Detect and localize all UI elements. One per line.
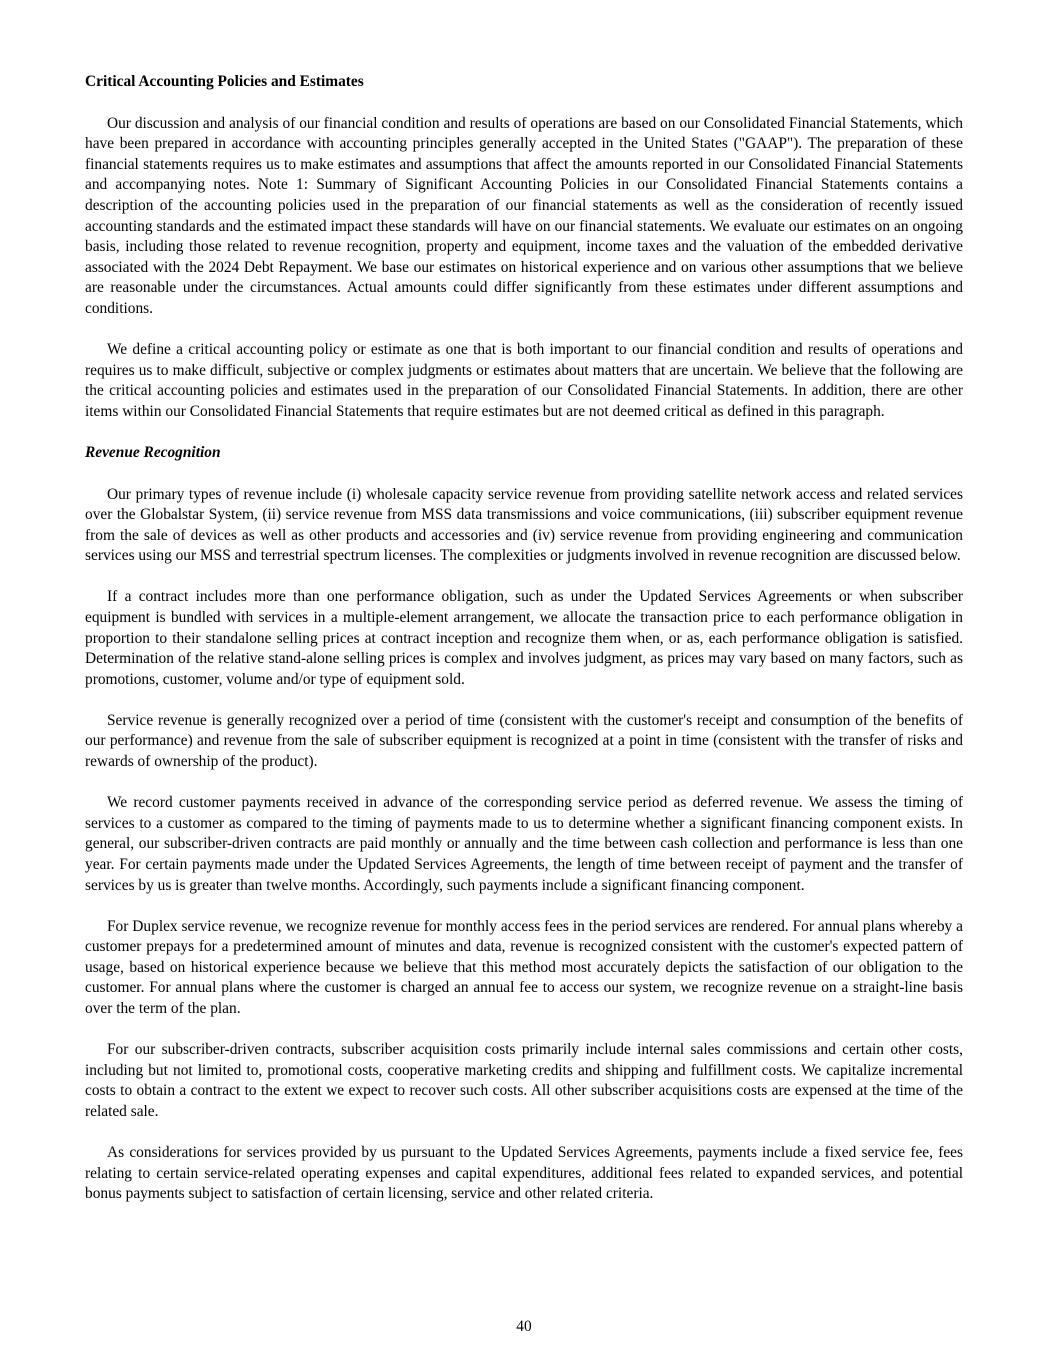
paragraph-intro-1: Our discussion and analysis of our financial condition and results of operations are based on our Consolidated Financial Statements, which have been prepared in accordance with accounting principles generally accepted in the United States ("GAAP"). The preparation of these financial statements requires us to make estimates and assumptions that affect the amounts reported in our Consolidated Financial Statements and accompanying notes. Note 1: Summary of Significant Accounting Policies in our Consolidated Financial Statements contains a description of the accounting policies used in the preparation of our financial statements as well as the consideration of recently issued accounting standards and the estimated impact these standards will have on our financial statements. We evaluate our estimates on an ongoing basis, including those related to revenue recognition, property and equipment, income taxes and the valuation of the embedded derivative associated with the 2024 Debt Repayment. We base our estimates on historical experience and on various other assumptions that we believe are reasonable under the circumstances. Actual amounts could differ significantly from these estimates under different assumptions and conditions. <box>85 114 963 317</box>
paragraph-revenue-7: As considerations for services provided by us pursuant to the Updated Services Agreements, payments include a fixed service fee, fees relating to certain service-related operating expenses and capital expenditures, additional fees related to expanded services, and potential bonus payments subject to satisfaction of certain licensing, service and other related criteria. <box>85 1143 963 1203</box>
paragraph-revenue-2: If a contract includes more than one performance obligation, such as under the Updated Services Agreements or when subscriber equipment is bundled with services in a multiple-element arrangement, we allocate the transaction price to each performance obligation in proportion to their standalone selling prices at contract inception and recognize them when, or as, each performance obligation is satisfied. Determination of the relative stand-alone selling prices is complex and involves judgment, as prices may vary based on many factors, such as promotions, customer, volume and/or type of equipment sold. <box>85 588 963 688</box>
paragraph-revenue-6: For our subscriber-driven contracts, subscriber acquisition costs primarily include internal sales commissions and certain other costs, including but not limited to, promotional costs, cooperative marketing credits and shipping and fulfillment costs. We capitalize incremental costs to obtain a contract to the extent we expect to recover such costs. All other subscriber acquisitions costs are expensed at the time of the related sale. <box>85 1041 963 1120</box>
subsection-heading: Revenue Recognition <box>85 443 221 461</box>
paragraph-intro-2: We define a critical accounting policy or estimate as one that is both important to our financial condition and results of operations and requires us to make difficult, subjective or complex judgments or estimates about matters that are uncertain. We believe that the following are the critical accounting policies and estimates used in the preparation of our Consolidated Financial Statements. In addition, there are other items within our Consolidated Financial Statements that require estimates but are not deemed critical as defined in this paragraph. <box>85 341 963 420</box>
section-heading: Critical Accounting Policies and Estimates <box>85 73 364 90</box>
document-page <box>85 72 963 1205</box>
paragraph-revenue-5: For Duplex service revenue, we recognize revenue for monthly access fees in the period services are rendered. For annual plans whereby a customer prepays for a predetermined amount of minutes and data, revenue is recognized consistent with the customer's expected pattern of usage, based on historical experience because we believe that this method most accurately depicts the satisfaction of our obligation to the customer. For annual plans where the customer is charged an annual fee to access our system, we recognize revenue on a straight-line basis over the term of the plan. <box>85 917 963 1017</box>
paragraph-revenue-1: Our primary types of revenue include (i) wholesale capacity service revenue from providing satellite network access and related services over the Globalstar System, (ii) service revenue from MSS data transmissions and voice communications, (iii) subscriber equipment revenue from the sale of devices as well as other products and accessories and (iv) service revenue from providing engineering and communication services using our MSS and terrestrial spectrum licenses. The complexities or judgments involved in revenue recognition are discussed below. <box>85 485 963 565</box>
page-number: 40 <box>516 1318 532 1335</box>
paragraph-revenue-4: We record customer payments received in advance of the corresponding service period as deferred revenue. We assess the timing of services to a customer as compared to the timing of payments made to us to determine whether a significant financing component exists. In general, our subscriber-driven contracts are paid monthly or annually and the time between cash collection and performance is less than one year. For certain payments made under the Updated Services Agreements, the length of time between receipt of payment and the transfer of services by us is greater than twelve months. Accordingly, such payments include a significant financing component. <box>85 794 963 894</box>
paragraph-revenue-3: Service revenue is generally recognized over a period of time (consistent with the customer's receipt and consumption of the benefits of our performance) and revenue from the sale of subscriber equipment is recognized at a point in time (consistent with the transfer of risks and rewards of ownership of the product). <box>85 711 963 771</box>
